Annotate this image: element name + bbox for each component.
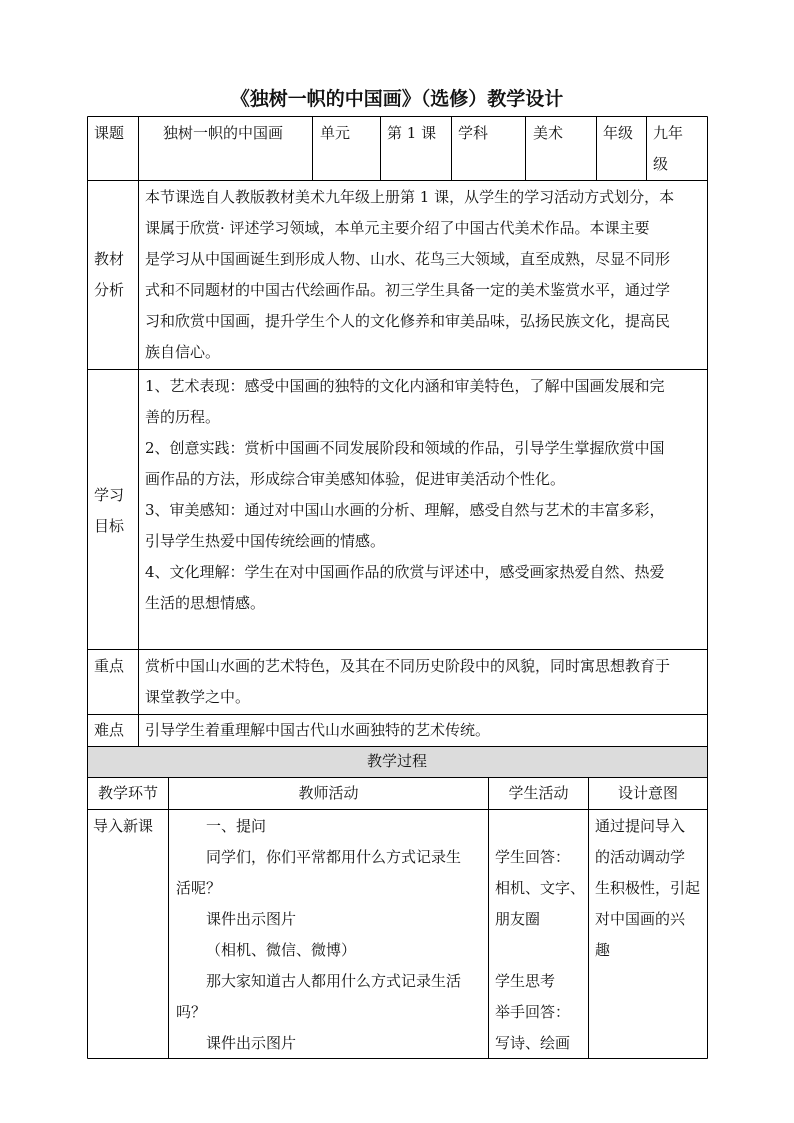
- document-title: 《独树一帜的中国画》（选修）教学设计: [230, 88, 564, 110]
- analysis-label-line1: 教材: [94, 250, 125, 268]
- key-point-label: 重点: [94, 657, 125, 675]
- process-header: 教学过程: [366, 752, 427, 770]
- goals-label-line1: 学习: [94, 486, 125, 504]
- goals-label-line2: 目标: [94, 517, 125, 535]
- topic-value: 独树一帜的中国画: [163, 124, 284, 142]
- design-line: 的活动调动学: [595, 848, 686, 866]
- design-line: 生积极性，引起: [595, 879, 701, 897]
- teacher-line: 课件出示图片: [206, 1034, 297, 1052]
- teacher-line: 那大家知道古人都用什么方式记录生活: [206, 972, 462, 990]
- goal-line: 3、审美感知：通过对中国山水画的分析、理解，感受自然与艺术的丰富多彩，: [145, 501, 665, 519]
- design-line: 通过提问导入: [595, 817, 686, 835]
- grade-label: 年级: [603, 124, 634, 142]
- key-point-text: [145, 651, 705, 713]
- design-intent: [595, 811, 706, 966]
- subject-label: 学科: [458, 124, 489, 142]
- student-line: 举手回答：: [495, 1003, 571, 1021]
- stage-cell: 导入新课: [93, 817, 154, 835]
- teacher-line: （相机、微信、微博）: [206, 941, 357, 959]
- difficulty-label: 难点: [94, 721, 125, 739]
- student-line: 学生思考: [495, 972, 556, 990]
- goal-line: 1、艺术表现：感受中国画的独特的文化内涵和审美特色，了解中国画发展和完: [145, 377, 665, 395]
- unit-label: 单元: [320, 124, 351, 142]
- student-line: 写诗、绘画: [495, 1034, 571, 1052]
- goal-line: 生活的思想情感。: [145, 594, 266, 612]
- teacher-line: 一、提问: [206, 817, 267, 835]
- analysis-line: 本节课选自人教版教材美术九年级上册第 1 课，从学生的学习活动方式划分，本: [145, 188, 675, 206]
- difficulty-text: 引导学生着重理解中国古代山水画独特的艺术传统。: [145, 721, 491, 739]
- student-activity: [495, 842, 587, 1059]
- goal-line: 引导学生热爱中国传统绘画的情感。: [145, 532, 386, 550]
- goal-line: 4、文化理解：学生在对中国画作品的欣赏与评述中，感受画家热爱自然、热爱: [145, 563, 665, 581]
- student-line: 学生回答：: [495, 848, 571, 866]
- analysis-line: 习和欣赏中国画，提升学生个人的文化修养和审美品味，弘扬民族文化，提高民: [145, 312, 671, 330]
- key-point-line: 赏析中国山水画的艺术特色，及其在不同历史阶段中的风貌，同时寓思想教育于: [145, 657, 671, 675]
- analysis-line: 式和不同题材的中国古代绘画作品。初三学生具备一定的美术鉴赏水平，通过学: [145, 281, 671, 299]
- teacher-line: 活呢？: [176, 879, 222, 897]
- grade-value-line1: 九年: [653, 124, 684, 142]
- subject-value: 美术: [533, 124, 564, 142]
- teacher-line: 吗？: [176, 1003, 207, 1021]
- analysis-line: 是学习从中国画诞生到形成人物、山水、花鸟三大领域，直至成熟，尽显不同形: [145, 250, 671, 268]
- key-point-line: 课堂教学之中。: [145, 688, 251, 706]
- teacher-line: 课件出示图片: [206, 910, 297, 928]
- goal-line: 2、创意实践：赏析中国画不同发展阶段和领域的作品，引导学生掌握欣赏中国: [145, 439, 665, 457]
- teacher-line: 同学们，你们平常都用什么方式记录生: [206, 848, 462, 866]
- goal-line: 画作品的方法，形成综合审美感知体验，促进审美活动个性化。: [145, 470, 566, 488]
- col-header-stage: 教学环节: [97, 784, 158, 802]
- student-line: 相机、文字、: [495, 879, 586, 897]
- grade-value-line2: 级: [653, 155, 669, 173]
- col-header-design: 设计意图: [617, 784, 678, 802]
- col-header-teacher: 教师活动: [298, 784, 359, 802]
- analysis-line: 课属于欣赏· 评述学习领域，本单元主要介绍了中国古代美术作品。本课主要: [145, 219, 650, 237]
- unit-value: 第 1 课: [387, 124, 437, 142]
- goal-line: 善的历程。: [145, 408, 221, 426]
- student-line: [495, 935, 587, 966]
- analysis-label-line2: 分析: [94, 281, 125, 299]
- analysis-text: [145, 182, 705, 368]
- goals-text: [145, 371, 705, 619]
- teacher-activity: [176, 811, 486, 1059]
- design-line: 趣: [595, 941, 611, 959]
- student-line: 朋友圈: [495, 910, 541, 928]
- analysis-line: 族自信心。: [145, 343, 221, 361]
- design-line: 对中国画的兴: [595, 910, 686, 928]
- col-header-student: 学生活动: [508, 784, 569, 802]
- topic-label: 课题: [94, 124, 125, 142]
